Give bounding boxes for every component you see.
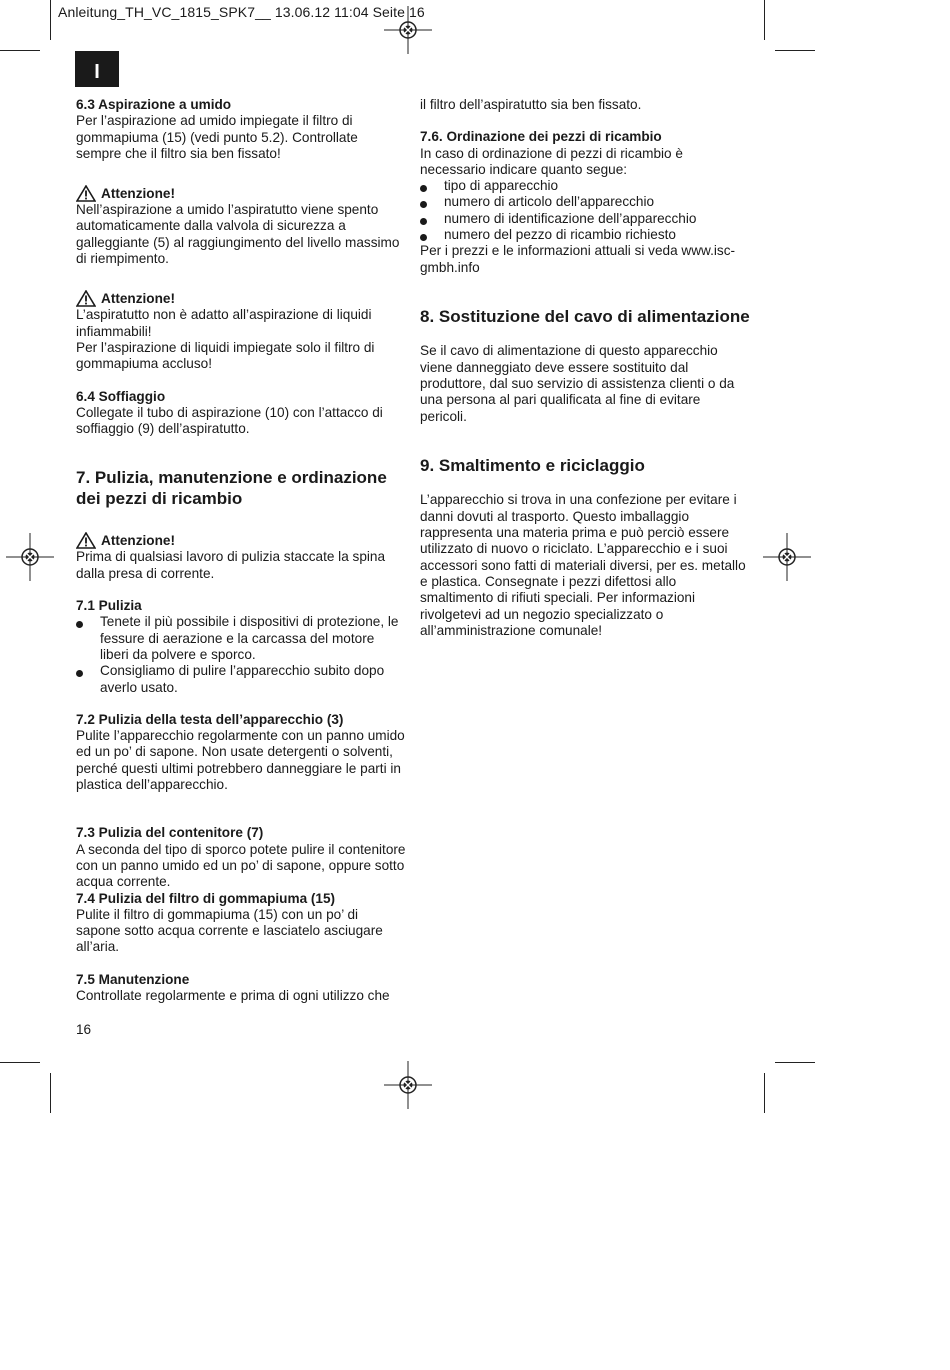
section-text: il filtro dell’aspiratutto sia ben fissato. bbox=[420, 97, 642, 112]
bullet-list bbox=[420, 178, 750, 243]
section-text: Collegate il tubo di aspirazione (10) con l’attacco di soffiaggio (9) dell’aspiratutto. bbox=[76, 404, 383, 437]
list-item: numero di articolo dell’apparecchio bbox=[420, 194, 750, 210]
right-column bbox=[420, 97, 750, 639]
print-slug: Anleitung_TH_VC_1815_SPK7__ 13.06.12 11:04 Seite 16 bbox=[58, 4, 425, 20]
section-title: 7.2 Pulizia della testa dell’apparecchio (3) bbox=[76, 711, 344, 727]
page-number: 16 bbox=[76, 1022, 92, 1037]
section-text: Pulite il filtro di gommapiuma (15) con un po’ di sapone sotto acqua corrente e lasciatelo asciugare all’aria. bbox=[76, 906, 383, 955]
section-text: Se il cavo di alimentazione di questo apparecchio viene danneggiato deve essere sostituito dal produttore, dal suo servizio di assistenza clienti o da una persona al pari qualificata al fine di evitare pericoli. bbox=[420, 343, 735, 424]
chapter-title: 9. Smaltimento e riciclaggio bbox=[420, 455, 645, 475]
section-title: 6.3 Aspirazione a umido bbox=[76, 97, 232, 112]
crop-mark bbox=[50, 1073, 51, 1113]
section-title: 7.3 Pulizia del contenitore (7) bbox=[76, 825, 264, 841]
section-text: A seconda del tipo di sporco potete pulire il contenitore con un panno umido ed un po’ di sapone, oppure sotto acqua corrente. bbox=[76, 841, 406, 890]
list-item: Tenete il più possibile i dispositivi di protezione, le fessure di aerazione e la carcassa del motore liberi da polvere e sporco. bbox=[76, 614, 406, 663]
crop-mark bbox=[764, 1073, 765, 1113]
warning-icon bbox=[76, 532, 96, 549]
section-text: Controllate regolarmente e prima di ogni utilizzo che bbox=[76, 987, 390, 1003]
section-text: Pulite l’apparecchio regolarmente con un panno umido ed un po’ di sapone. Non usate detergenti o solventi, perché questi ultimi potrebbero danneggiare le parti in plastica dell’apparecchio. bbox=[76, 728, 405, 793]
section-title: 7.5 Manutenzione bbox=[76, 971, 190, 987]
bullet-list bbox=[76, 614, 406, 695]
section-title: 7.6. Ordinazione dei pezzi di ricambio bbox=[420, 129, 662, 145]
warning-text: Nell’aspirazione a umido l’aspiratutto viene spento automaticamente dalla valvola di sicurezza a galleggiante (5) al raggiungimento del livello massimo di riempimento. bbox=[76, 202, 400, 267]
warning-label: Attenzione! bbox=[101, 185, 176, 201]
warning-text: Per l’aspirazione di liquidi impiegate solo il filtro di gommapiuma accluso! bbox=[76, 339, 375, 372]
crop-mark bbox=[775, 50, 815, 51]
section-text: L’apparecchio si trova in una confezione per evitare i danni dovuti al trasporto. Questo imballaggio rappresenta una materia prima e può perciò essere utilizzato di nuovo o riciclato. L’apparecchio e i suoi accessori sono fatti di materiali diversi, per es. metallo e plastica. Consegnate i pezzi difettosi allo smaltimento di rifiuti speciali. Per informazioni rivolgetevi ad un negozio specializzato o all’amministrazione comunale! bbox=[420, 492, 746, 638]
list-item: tipo di apparecchio bbox=[420, 178, 750, 194]
section-title: 6.4 Soffiaggio bbox=[76, 388, 166, 404]
list-item: numero del pezzo di ricambio richiesto bbox=[420, 227, 750, 243]
warning-label: Attenzione! bbox=[101, 532, 176, 548]
warning-heading bbox=[76, 532, 406, 549]
chapter-title: 7. Pulizia, manutenzione e ordinazione dei pezzi di ricambio bbox=[76, 468, 387, 508]
left-column bbox=[76, 97, 406, 1004]
section-text: In caso di ordinazione di pezzi di ricambio è necessario indicare quanto segue: bbox=[420, 145, 683, 177]
crop-mark bbox=[0, 1062, 40, 1063]
section-text: Per i prezzi e le informazioni attuali si veda www.isc-gmbh.info bbox=[420, 243, 736, 275]
warning-heading bbox=[76, 290, 406, 307]
registration-mark-icon bbox=[384, 6, 432, 54]
section-title: 7.4 Pulizia del filtro di gommapiuma (15) bbox=[76, 890, 336, 906]
warning-label: Attenzione! bbox=[101, 290, 176, 306]
crop-mark bbox=[764, 0, 765, 40]
registration-mark-icon bbox=[384, 1061, 432, 1109]
list-item: numero di identificazione dell’apparecchio bbox=[420, 211, 750, 227]
crop-mark bbox=[50, 0, 51, 40]
language-badge: I bbox=[75, 51, 119, 87]
warning-text: Prima di qualsiasi lavoro di pulizia staccate la spina dalla presa di corrente. bbox=[76, 549, 386, 581]
registration-mark-icon bbox=[6, 533, 54, 581]
crop-mark bbox=[775, 1062, 815, 1063]
warning-text: L’aspiratutto non è adatto all’aspirazione di liquidi infiammabili! bbox=[76, 307, 372, 339]
list-item: Consigliamo di pulire l’apparecchio subito dopo averlo usato. bbox=[76, 663, 406, 696]
warning-icon bbox=[76, 290, 96, 307]
registration-mark-icon bbox=[763, 533, 811, 581]
crop-mark bbox=[0, 50, 40, 51]
warning-icon bbox=[76, 185, 96, 202]
section-title: 7.1 Pulizia bbox=[76, 598, 142, 614]
chapter-title: 8. Sostituzione del cavo di alimentazione bbox=[420, 306, 750, 326]
warning-heading bbox=[76, 185, 406, 202]
section-text: Per l’aspirazione ad umido impiegate il filtro di gommapiuma (15) (vedi punto 5.2). Controllate sempre che il filtro sia ben fissato! bbox=[76, 113, 358, 161]
